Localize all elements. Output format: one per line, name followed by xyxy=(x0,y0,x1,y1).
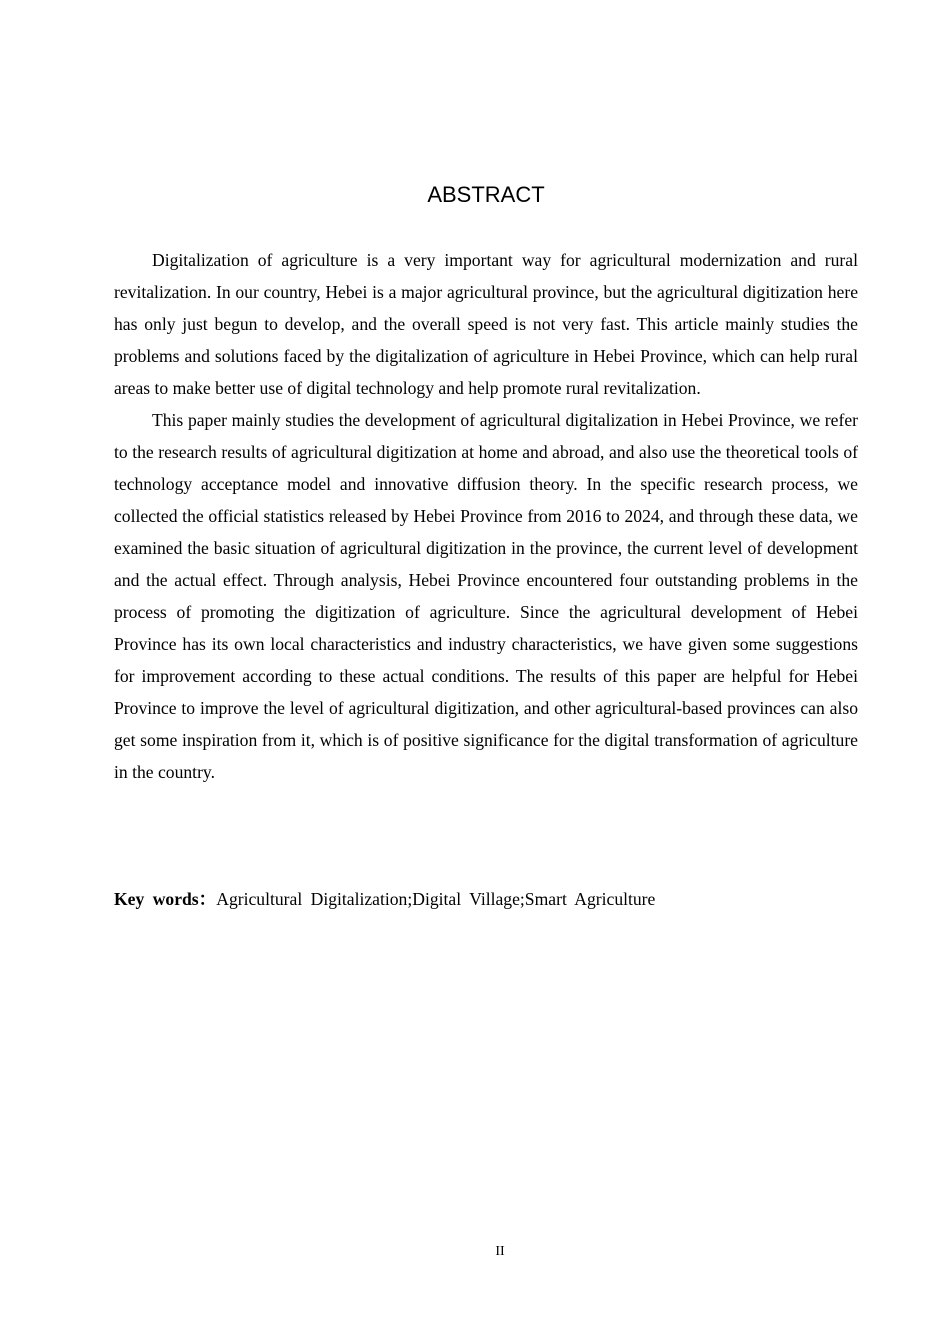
keywords-line xyxy=(114,883,858,915)
keywords-label: Key words： xyxy=(114,889,217,909)
abstract-title: ABSTRACT xyxy=(427,182,545,207)
keywords-list: Agricultural Digitalization;Digital Village;Smart Agriculture xyxy=(216,889,656,909)
abstract-paragraph-1: Digitalization of agriculture is a very important way for agricultural modernization and rural revitalization. In our country, Hebei is a major agricultural province, but the agricultural digitization here has only just begun to develop, and the overall speed is not very fast. This article mainly studies the problems and solutions faced by the digitalization of agriculture in Hebei Province, which can help rural areas to make better use of digital technology and help promote rural revitalization. xyxy=(114,250,858,398)
abstract-paragraph-2: This paper mainly studies the development of agricultural digitalization in Hebei Province, we refer to the research results of agricultural digitization at home and abroad, and also use the theoretical tools of technology acceptance model and innovative diffusion theory. In the specific research process, we collected the official statistics released by Hebei Province from 2016 to 2024, and through these data, we examined the basic situation of agricultural digitization in the province, the current level of development and the actual effect. Through analysis, Hebei Province encountered four outstanding problems in the process of promoting the digitization of agriculture. Since the agricultural development of Hebei Province has its own local characteristics and industry characteristics, we have given some suggestions for improvement according to these actual conditions. The results of this paper are helpful for Hebei Province to improve the level of agricultural digitization, and other agricultural-based provinces can also get some inspiration from it, which is of positive significance for the digital transformation of agriculture in the country. xyxy=(114,410,858,782)
page-number: II xyxy=(495,1244,505,1259)
abstract-body xyxy=(114,244,858,788)
